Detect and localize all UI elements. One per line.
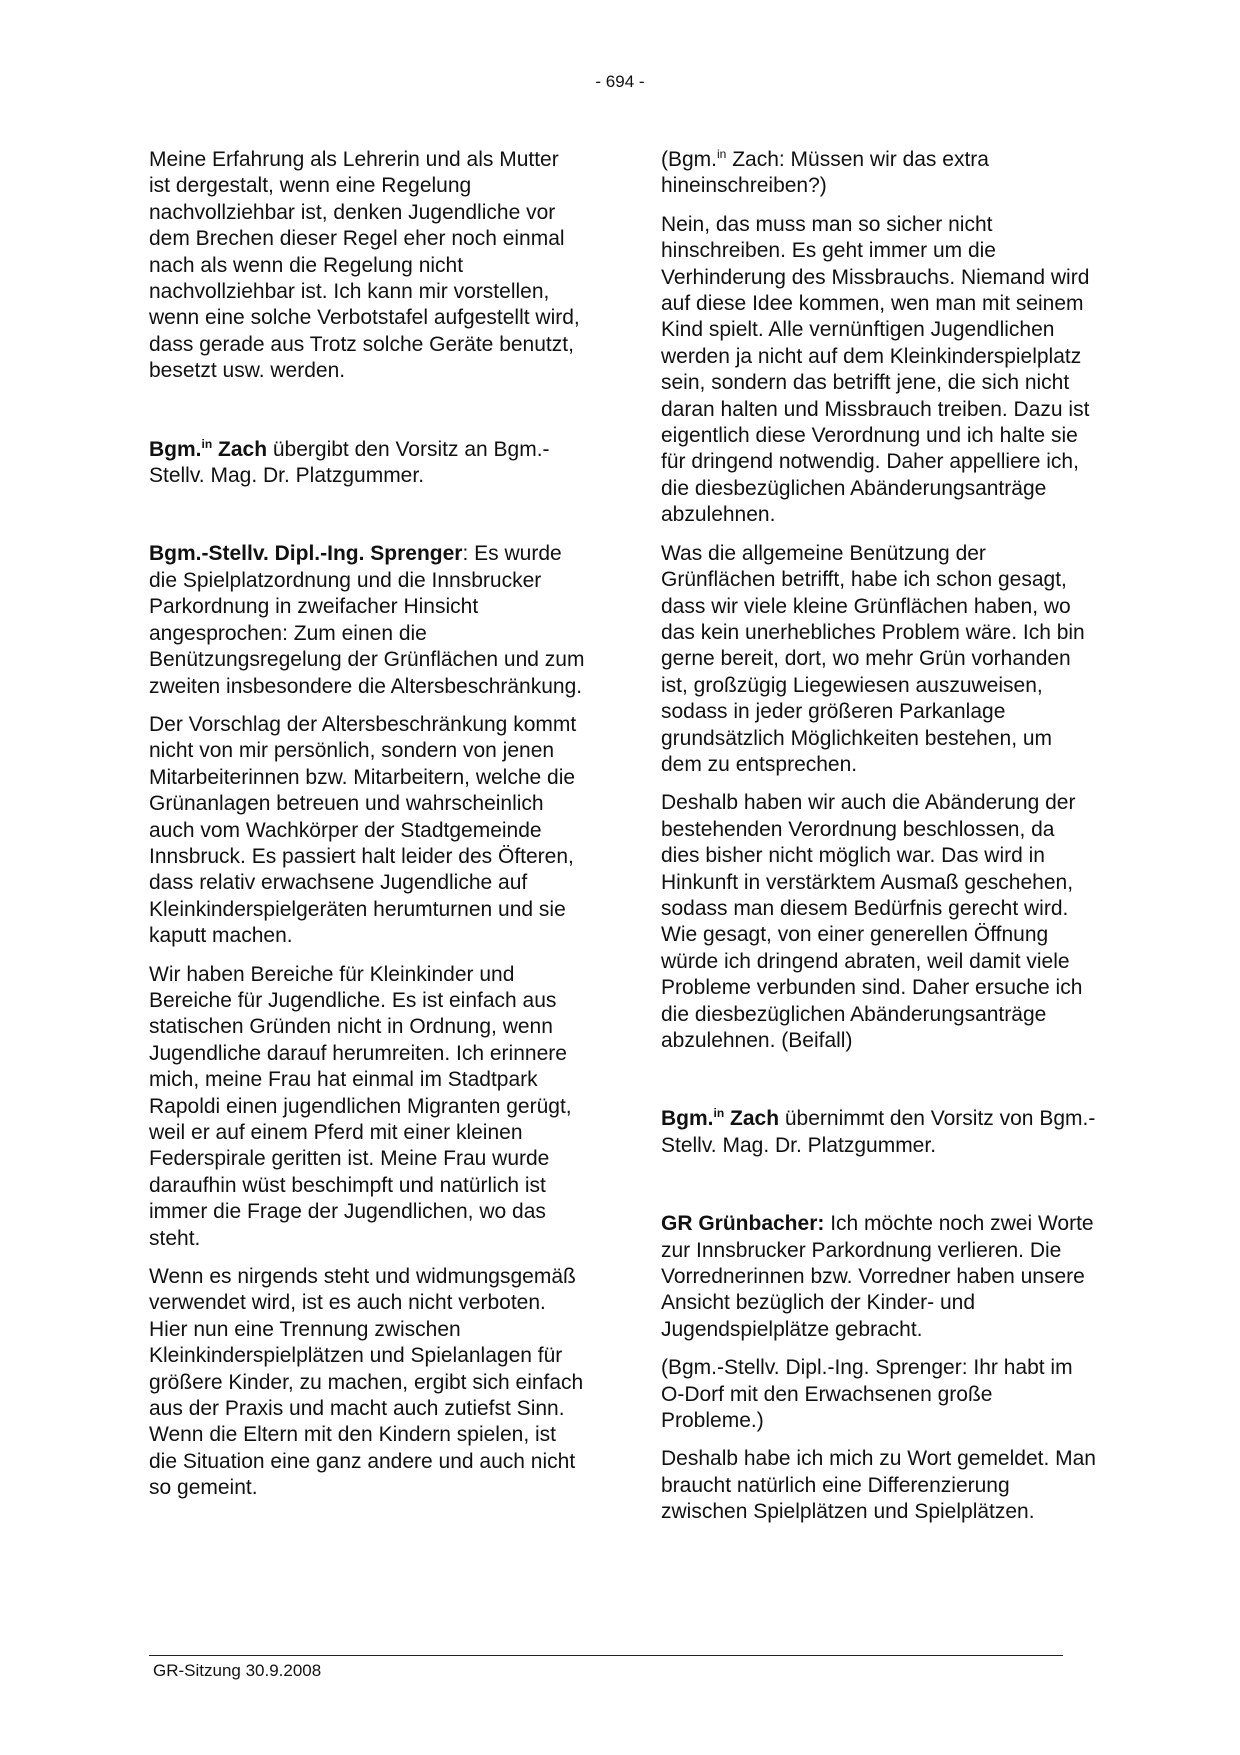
paragraph: Wir haben Bereiche für Kleinkinder und Bereiche für Jugendliche. Es ist einfach aus statischen Gründen nicht in Ordnung, wenn Jugendliche darauf herumreiten. Ich erinnere mich, meine Frau hat einmal im Stadtpark Rapoldi einen jugendlichen Migranten gerügt, weil er auf einem Pferd mit einer kleinen Federspirale geritten ist. Meine Frau wurde daraufhin wüst beschimpft und natürlich ist immer die Frage der Jugendlichen, wo das steht. [149, 962, 572, 1250]
paragraph: Deshalb haben wir auch die Abänderung der bestehenden Verordnung beschlossen, da dies bisher nicht möglich war. Das wird in Hinkunft in verstärktem Ausmaß geschehen, sodass man diesem Bedürfnis gerecht wird. Wie gesagt, von einer generellen Öffnung würde ich dringend abraten, weil damit viele Probleme verbunden sind. Daher ersuche ich die diesbezüglichen Abänderungsanträge abzulehnen. (Beifall) [661, 791, 1083, 1052]
paragraph: Der Vorschlag der Altersbeschränkung kommt nicht von mir persönlich, sondern von jenen Mitarbeiterinnen bzw. Mitarbeitern, welche die Grünanlagen betreuen und wahrscheinlich auch vom Wachkörper der Stadtgemeinde Innsbruck. Es passiert halt leider des Öfteren, dass relativ erwachsene Jugendliche auf Kleinkinderspielgeräten herumturnen und sie kaputt machen. [149, 712, 577, 948]
paragraph: Was die allgemeine Benützung der Grünflächen betrifft, habe ich schon gesagt, dass wir viele kleine Grünflächen haben, wo das kein unerhebliches Problem wäre. Ich bin gerne bereit, dort, wo mehr Grün vorhanden ist, großzügig Liegewiesen auszuweisen, sodass in jeder größeren Parkanlage grundsätzlich Möglichkeiten bestehen, um dem zu entsprechen. [661, 541, 1085, 776]
chair-handover-paragraph: Bgm.$^{in}$ Zach übergibt den Vorsitz an Bgm.-Stellv. Mag. Dr. Platzgummer. [149, 436, 550, 488]
interjection-paragraph: (Bgm.$^{in}$ Zach: Müssen wir das extra hineinschreiben?) [661, 147, 989, 198]
footer-session-date: GR-Sitzung 30.9.2008 [153, 1661, 322, 1680]
right-column [661, 147, 1097, 1538]
speech-paragraph: Bgm.-Stellv. Dipl.-Ing. Sprenger: Es wurde die Spielplatzordnung und die Innsbrucker Parkordnung in zweifacher Hinsicht angesprochen: Zum einen die Benützungsregelung der Grünflächen und zum zweiten insbesondere die Altersbeschränkung. [149, 542, 585, 698]
speaker-name: Bgm.$^{in}$ Zach [149, 436, 268, 461]
paragraph: Meine Erfahrung als Lehrerin und als Mutter ist dergestalt, wenn eine Regelung nachvollziehbar ist, denken Jugendliche vor dem Brechen dieser Regel eher noch einmal nach als wenn die Regelung nicht nachvollziehbar ist. Ich kann mir vorstellen, wenn eine solche Verbotstafel aufgestellt wird, dass gerade aus Trotz solche Geräte benutzt, besetzt usw. werden. [149, 148, 580, 383]
speech-paragraph: GR Grünbacher: Ich möchte noch zwei Worte zur Innsbrucker Parkordnung verlieren. Die Vorrednerinnen bzw. Vorredner haben unsere Ansicht bezüglich der Kinder- und Jugendspielplätze gebracht. [661, 1212, 1094, 1341]
paragraph: Deshalb habe ich mich zu Wort gemeldet. Man braucht natürlich eine Differenzierung zwischen Spielplätzen und Spielplätzen. [661, 1447, 1096, 1524]
chair-takeover-paragraph: Bgm.$^{in}$ Zach übernimmt den Vorsitz von Bgm.-Stellv. Mag. Dr. Platzgummer. [661, 1106, 1096, 1157]
footer-divider [149, 1655, 1063, 1656]
speaker-name: GR Grünbacher: [661, 1212, 825, 1236]
left-column [149, 147, 585, 1514]
page-number: - 694 - [595, 72, 645, 91]
speaker-name: Bgm.-Stellv. Dipl.-Ing. Sprenger [149, 542, 463, 566]
paragraph: Nein, das muss man so sicher nicht hinschreiben. Es geht immer um die Verhinderung des Missbrauchs. Niemand wird auf diese Idee kommen, wen man mit seinem Kind spielt. Alle vernünftigen Jugendlichen werden ja nicht auf dem Kleinkinderspielplatz sein, sondern das betrifft jene, die sich nicht daran halten und Missbrauch treiben. Dazu ist eigentlich diese Verordnung und ich halte sie für dringend notwendig. Daher appelliere ich, die diesbezüglichen Abänderungsanträge abzulehnen. [661, 212, 1090, 527]
speaker-name: Bgm.$^{in}$ Zach [661, 1106, 780, 1131]
interjection-paragraph: (Bgm.-Stellv. Dipl.-Ing. Sprenger: Ihr habt im O-Dorf mit den Erwachsenen große Probleme.) [661, 1356, 1073, 1433]
paragraph: Wenn es nirgends steht und widmungsgemäß verwendet wird, ist es auch nicht verboten. Hier nun eine Trennung zwischen Kleinkinderspielplätzen und Spielanlagen für größere Kinder, zu machen, ergibt sich einfach aus der Praxis und macht auch zutiefst Sinn. Wenn die Eltern mit den Kindern spielen, ist die Situation eine ganz andere und auch nicht so gemeint. [149, 1265, 584, 1500]
